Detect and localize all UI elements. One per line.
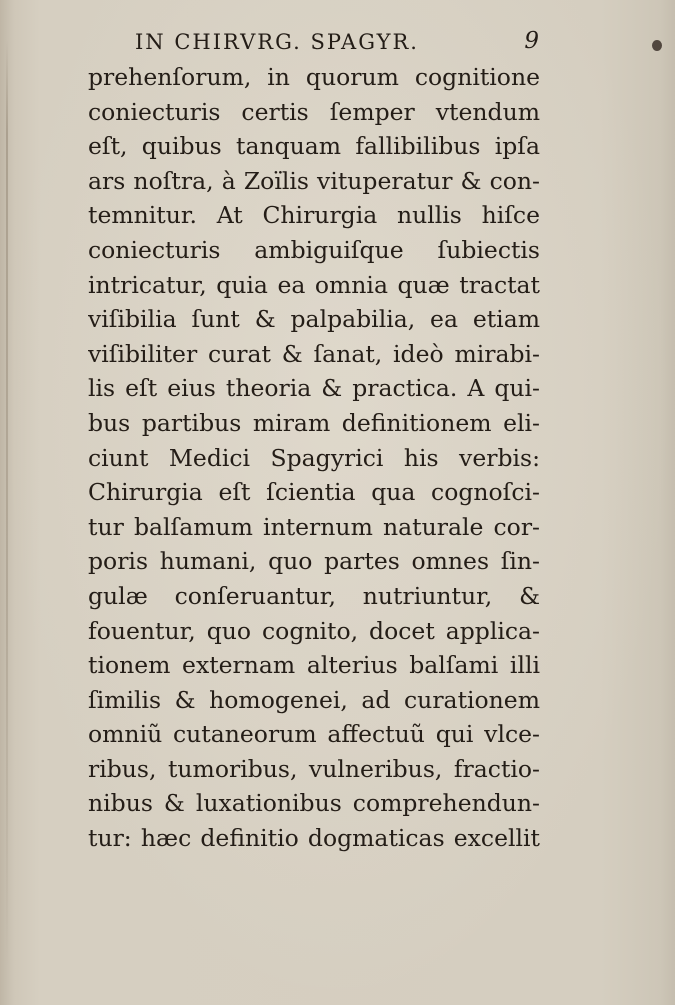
text-line: poris humani, quo partes omnes ſin- xyxy=(88,547,540,576)
text-line: Chirurgia eſt ſcientia qua cognoſci- xyxy=(88,478,540,507)
text-line: tur: hæc definitio dogmaticas excellit xyxy=(88,824,540,853)
text-line: tur balſamum internum naturale cor- xyxy=(88,512,540,541)
running-head: IN CHIRVRG. SPAGYR. xyxy=(135,30,419,54)
text-line: ribus, tumoribus, vulneribus, fractio- xyxy=(88,754,540,783)
text-line: eſt, quibus tanquam fallibilibus ipſa xyxy=(88,132,540,161)
ink-blot xyxy=(652,40,662,51)
text-line: viſibiliter curat & ſanat, ideò mirabi- xyxy=(88,339,540,368)
text-line: coniecturis certis ſemper vtendum xyxy=(88,97,540,126)
page-number: 9 xyxy=(524,28,539,54)
text-line: tionem externam alterius balſami illi xyxy=(88,651,540,680)
text-line: lis eſt eius theoria & practica. A qui- xyxy=(88,374,540,403)
text-line: ciunt Medici Spagyrici his verbis: xyxy=(88,443,540,472)
text-line: coniecturis ambiguiſque ſubiectis xyxy=(88,235,540,264)
text-line: ars noſtra, à Zoïlis vituperatur & con- xyxy=(88,166,540,195)
text-line: ſimilis & homogenei, ad curationem xyxy=(88,685,540,714)
text-line: bus partibus miram definitionem eli- xyxy=(88,408,540,437)
text-line: viſibilia ſunt & palpabilia, ea etiam xyxy=(88,305,540,334)
page-gutter-shadow xyxy=(6,40,8,970)
text-line: fouentur, quo cognito, docet applica- xyxy=(88,616,540,645)
text-line: prehenſorum, in quorum cognitione xyxy=(88,63,540,91)
body-text xyxy=(88,60,540,856)
text-line: nibus & luxationibus comprehendun- xyxy=(88,789,540,818)
text-line: gulæ conſeruantur, nutriuntur, & xyxy=(88,581,540,610)
text-line: omniũ cutaneorum affectuũ qui vlce- xyxy=(88,720,540,749)
page-header xyxy=(135,30,545,62)
text-line: temnitur. At Chirurgia nullis hiſce xyxy=(88,201,540,230)
text-line: intricatur, quia ea omnia quæ tractat xyxy=(88,270,540,299)
